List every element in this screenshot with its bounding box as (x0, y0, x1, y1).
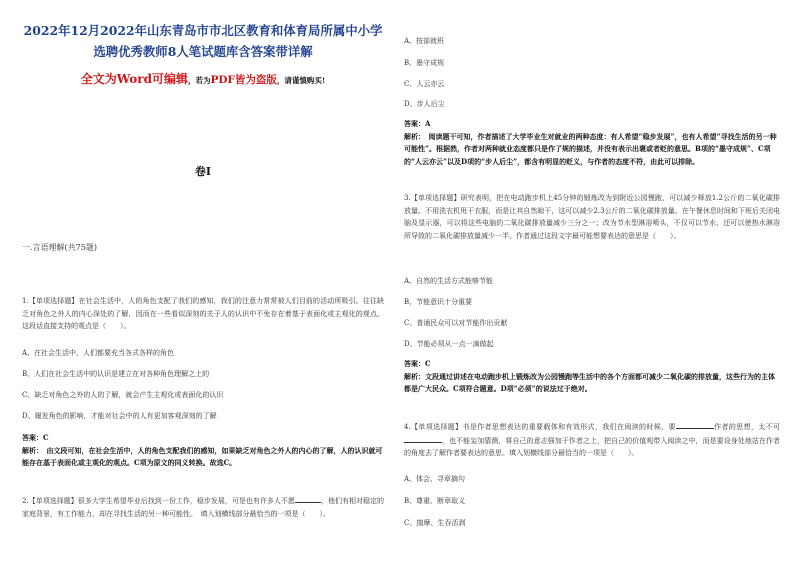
question-3-option-b: B、节能意识十分重要 (404, 298, 473, 306)
question-1-text: 1.【单项选择题】在社会生活中，人的角色支配了我们的感知，我们的注意力常常被人们目前的活动所吸引。往往缺乏对角色之外人的内心深处的了解，因而在一些看似深刻的关于人的认识中不免存在着基于表面化或主观化的观点。这段话直接支持的观点是（ ）。 (22, 297, 384, 330)
question-4-text-part2: 作者的思想，太不可 (713, 423, 781, 431)
answer-blank (404, 434, 442, 443)
question-2-option-d: D、步人后尘 (404, 100, 445, 108)
question-2-option-b: B、墨守成规 (404, 59, 445, 67)
question-3-answer: 答案：C (404, 359, 431, 368)
answer-blank (295, 494, 321, 503)
notice-editable: 全文为Word可编辑 (80, 72, 188, 86)
question-3-option-a: A、自然的生活方式能够节能 (404, 277, 494, 285)
answer-blank (676, 420, 714, 429)
question-2-analysis: 解析： 阅读题干可知，作者描述了大学毕业生对就业的两种态度：有人希望“稳步发展”，也有人希望“寻找生活的另一种可能性”。根据然，作者对两种就业态度都只是作了规的描述，并没有表示出褒或者贬的意思。B项的“墨守成规”、C项的“人云亦云”以及D项的“步人后尘”，都含有明显的贬义，与作者的态度不符，由此可以排除。 (404, 131, 777, 166)
question-2-text (22, 494, 384, 520)
question-1-answer: 答案：C (22, 433, 49, 442)
notice-warning: ，请谨慎购买! (276, 76, 326, 85)
question-1-option-c: C、缺乏对角色之外的人的了解，就会产生主观化或表面化的认识 (22, 391, 224, 399)
question-1-analysis: 解析： 由文段可知，在社会生活中，人的角色支配我们的感知，如果缺乏对角色之外人的内心的了解，人的认识就可能存在基于表面化或主观化的观点。C项为原文的同义转换。故选C。 (22, 445, 383, 467)
question-3-analysis: 解析：文段通过讲述在电动跑步机上锻炼改为公园慢跑等生活中的各个方面都可减少二氧化碳的排放量，这些行为的主体都是广大民众。C项符合题意。D项“必须”的说法过于绝对。 (404, 371, 775, 393)
section-heading: 一.言语理解(共75题) (22, 243, 97, 252)
question-3-option-d: D、节能必须从一点一滴做起 (404, 340, 494, 348)
question-2 (22, 494, 384, 520)
question-2-text-part1: 2.【单项选择题】很多大学生希望毕业后找到一份工作，稳步发展，可是也有许多人不愿 (22, 497, 295, 505)
question-3-text: 3.【单项选择题】研究表明，把在电动跑步机上45分钟的锻炼改为到附近公园慢跑，可以减少释放1.2公斤的二氧化碳排放量。不用洗衣机甩干衣服，而是让其自然晾干，这可以减少2.3公斤的二氧化碳排放量。在午餐休息时间和下班后关闭电脑及显示器，可以将这些电脑的二氧化碳排放量减少三分之一；改为节水型淋浴喷头，不仅可以节水，还可以使热水淋浴所导致的二氧化碳排放量减少一半。作者通过这段文字最可能想要表达的意思是（ ）。 (404, 194, 780, 240)
question-4-option-a: A、体会、寻章摘句 (404, 475, 466, 483)
question-3-option-c: C、普通民众可以对节能作出贡献 (404, 319, 508, 327)
question-1 (22, 295, 384, 333)
question-1-option-d: D、履发角色的影响，才能对社会中的人有更加客观深刻的了解 (22, 412, 217, 420)
question-4-text-part1: 4.【单项选择题】书是作者思想表达的重要载体和有效形式，我们在阅读的时候，要 (404, 423, 676, 431)
notice-pirated: PDF皆为盗版 (210, 74, 277, 86)
question-2-answer-block (404, 118, 780, 168)
question-2-option-c: C、人云亦云 (404, 80, 445, 88)
question-2-answer: 答案：A (404, 119, 431, 128)
question-4-option-c: C、揣摩、生吞活剥 (404, 519, 466, 527)
question-2-option-a: A、按部就班 (404, 37, 445, 45)
volume-heading: 卷I (194, 165, 212, 178)
question-1-answer-block (22, 432, 384, 470)
copyright-notice (22, 70, 384, 87)
notice-separator: ，若为 (187, 76, 211, 85)
question-4-text-part3: ，也不能妄加猜测，将自己的意志强加于作者之上，把自己的价值观带入阅读之中，而是要设身处地站在作者的角度去了解作者要表达的意思。填入划横线部分最恰当的一项是（ ）。 (404, 436, 780, 457)
document-title: 2022年12月2022年山东青岛市市北区教育和体育局所属中小学选聘优秀教师8人笔试题库含答案带详解 (23, 23, 383, 59)
question-4 (404, 420, 780, 460)
question-4-option-b: B、尊重、断章取义 (404, 497, 466, 505)
question-1-option-a: A、在社会生活中，人们都要充当各式各样的角色 (22, 349, 175, 357)
question-4-text (404, 420, 780, 460)
question-1-option-b: B、人们在社会生活中的认识是建立在对各种角色理解之上的 (22, 370, 210, 378)
question-2-text-part2: ，他们有相对稳定的家庭背景，有工作能力，却在寻找生活的另一种可能性。 填入划横线部分最恰当的一项是（ ）。 (22, 497, 384, 518)
question-3 (404, 192, 780, 242)
question-3-answer-block (404, 358, 780, 396)
